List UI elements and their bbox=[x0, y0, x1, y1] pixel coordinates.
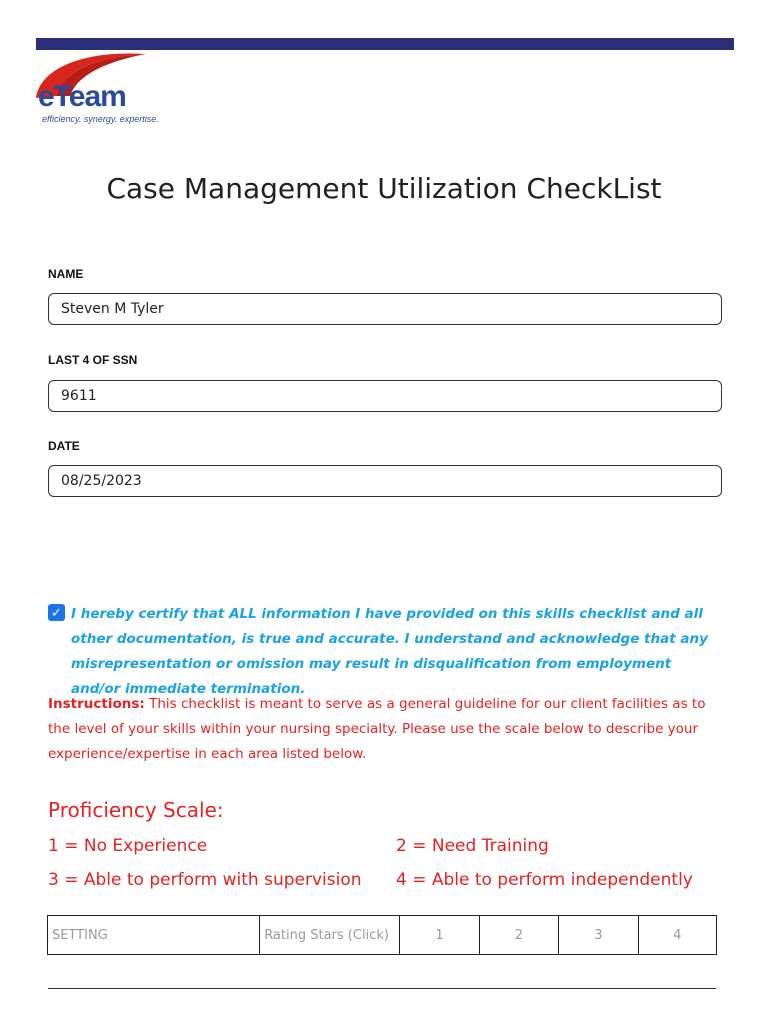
ssn-field[interactable]: 9611 bbox=[48, 380, 722, 412]
header-setting: SETTING bbox=[48, 916, 260, 955]
date-label: DATE bbox=[48, 439, 80, 453]
rating-table bbox=[47, 915, 717, 955]
header-rating-stars: Rating Stars (Click) bbox=[260, 916, 400, 955]
logo-wordmark: eTeam bbox=[38, 80, 126, 113]
instructions-body: This checklist is meant to serve as a general guideline for our client facilities as to the level of your skills within your nursing specialty. Please use the scale below to describe your experience/expertise in each area listed below. bbox=[48, 696, 706, 762]
bottom-divider bbox=[48, 988, 716, 989]
name-label: NAME bbox=[48, 267, 84, 281]
certify-text: I hereby certify that ALL information I have provided on this skills checklist and all other documentation, is true and accurate. I understand and acknowledge that any misrepresentation or omission may result in disqualification from employment and/or immediate termination. bbox=[71, 606, 708, 697]
header-rating-4[interactable]: 4 bbox=[638, 916, 716, 955]
eteam-logo bbox=[34, 50, 184, 130]
scale-item-1: 1 = No Experience bbox=[48, 836, 208, 856]
ssn-label: LAST 4 OF SSN bbox=[48, 353, 138, 367]
name-field[interactable]: Steven M Tyler bbox=[48, 293, 722, 325]
logo-tagline: efficiency. synergy. expertise. bbox=[42, 114, 159, 124]
instructions-text bbox=[48, 692, 728, 767]
header-rating-1[interactable]: 1 bbox=[400, 916, 479, 955]
table-header-row bbox=[48, 916, 717, 955]
date-field[interactable]: 08/25/2023 bbox=[48, 465, 722, 497]
instructions-label: Instructions: bbox=[48, 696, 145, 712]
header-rating-3[interactable]: 3 bbox=[559, 916, 638, 955]
scale-item-3: 3 = Able to perform with supervision bbox=[48, 870, 362, 890]
scale-item-4: 4 = Able to perform independently bbox=[396, 870, 693, 890]
scale-title: Proficiency Scale: bbox=[48, 798, 224, 822]
header-bar bbox=[36, 38, 734, 50]
page-title: Case Management Utilization CheckList bbox=[106, 172, 662, 205]
check-icon: ✓ bbox=[51, 605, 62, 620]
header-rating-2[interactable]: 2 bbox=[479, 916, 558, 955]
scale-item-2: 2 = Need Training bbox=[396, 836, 549, 856]
certify-checkbox[interactable] bbox=[48, 604, 65, 621]
